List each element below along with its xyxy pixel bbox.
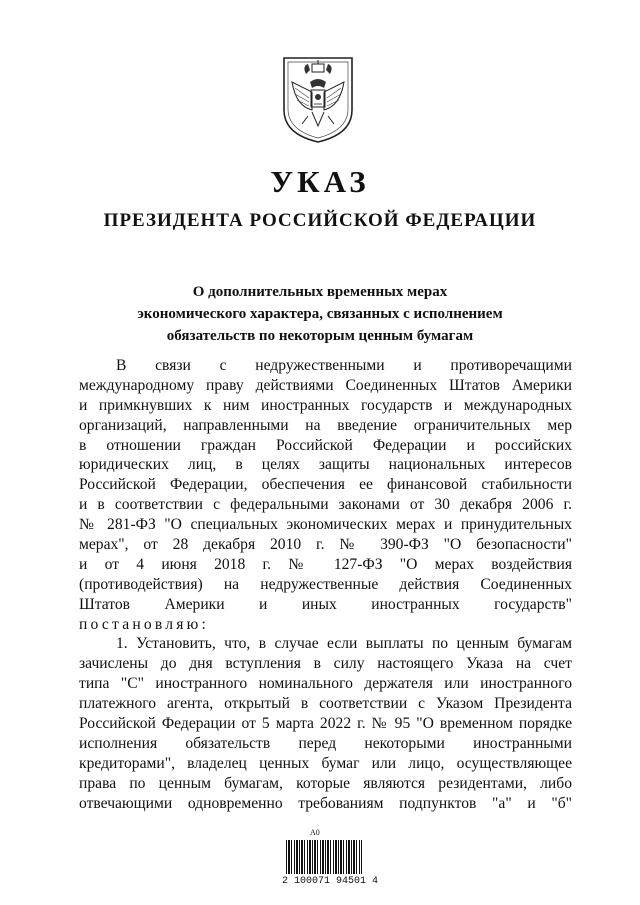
item-line: отвечающими одновременно требованиям подпунктов "а" и "б" xyxy=(79,794,572,812)
preamble-line: и примкнувших к ним иностранных государств и международных xyxy=(79,396,572,414)
preamble-line: и в соответствии с федеральными законами от 30 декабря 2006 г. xyxy=(79,496,572,514)
item-line: исполнения обязательств перед некоторыми иностранными xyxy=(79,734,572,752)
decree-body xyxy=(79,356,572,813)
document-title: УКАЗ xyxy=(270,164,370,199)
item-line: 1. Установить, что, в случае если выплаты по ценным бумагам xyxy=(116,635,572,653)
preamble-line: международному праву действиями Соединенных Штатов Америки xyxy=(79,376,572,394)
preamble-line: (противодействия) на недружественные действия Соединенных xyxy=(79,575,572,593)
preamble-line: Российской Федерации, обеспечения ее финансовой стабильности xyxy=(79,476,572,494)
decree-heading xyxy=(0,281,640,347)
state-emblem xyxy=(278,52,358,144)
barcode-mark: А0 xyxy=(310,828,320,837)
preamble-line: и от 4 июня 2018 г. № 127-ФЗ "О мерах воздействия xyxy=(79,555,572,573)
item-line: типа "С" иностранного номинального держателя или иностранного xyxy=(79,675,572,693)
heading-line: обязательств по некоторым ценным бумагам xyxy=(166,328,474,344)
preamble-line: в отношении граждан Российской Федерации и российских xyxy=(79,436,572,454)
document-subtitle: ПРЕЗИДЕНТА РОССИЙСКОЙ ФЕДЕРАЦИИ xyxy=(103,210,537,231)
item-line: зачислены до дня вступления в силу настоящего Указа на счет xyxy=(79,655,572,673)
item-line: Российской Федерации от 5 марта 2022 г. № 95 "О временном порядке xyxy=(79,715,572,733)
barcode-number: 2 100071 94501 4 xyxy=(282,876,379,887)
item-line: платежного агента, открытый в соответствии с Указом Президента xyxy=(79,695,572,713)
barcode-block xyxy=(282,828,379,888)
item-line: права по ценным бумагам, которые являются резидентами, либо xyxy=(79,774,572,792)
preamble-line: Штатов Америки и иных иностранных государств" xyxy=(79,595,572,613)
decree-word: постановляю: xyxy=(79,615,210,633)
preamble-line: мерах", от 28 декабря 2010 г. № 390-ФЗ "О безопасности" xyxy=(79,536,572,554)
preamble-line: В связи с недружественными и противоречащими xyxy=(116,357,572,374)
preamble-line: организаций, направленными на введение ограничительных мер xyxy=(79,416,572,434)
preamble-line: № 281-ФЗ "О специальных экономических мерах и принудительных xyxy=(79,516,572,534)
heading-line: экономического характера, связанных с исполнением xyxy=(137,306,503,322)
preamble-line: юридических лиц, в целях защиты национальных интересов xyxy=(79,456,572,474)
barcode xyxy=(286,840,362,874)
item-line: кредиторами", владелец ценных бумаг или лицо, осуществляющее xyxy=(79,754,572,772)
heading-line: О дополнительных временных мерах xyxy=(192,284,448,300)
